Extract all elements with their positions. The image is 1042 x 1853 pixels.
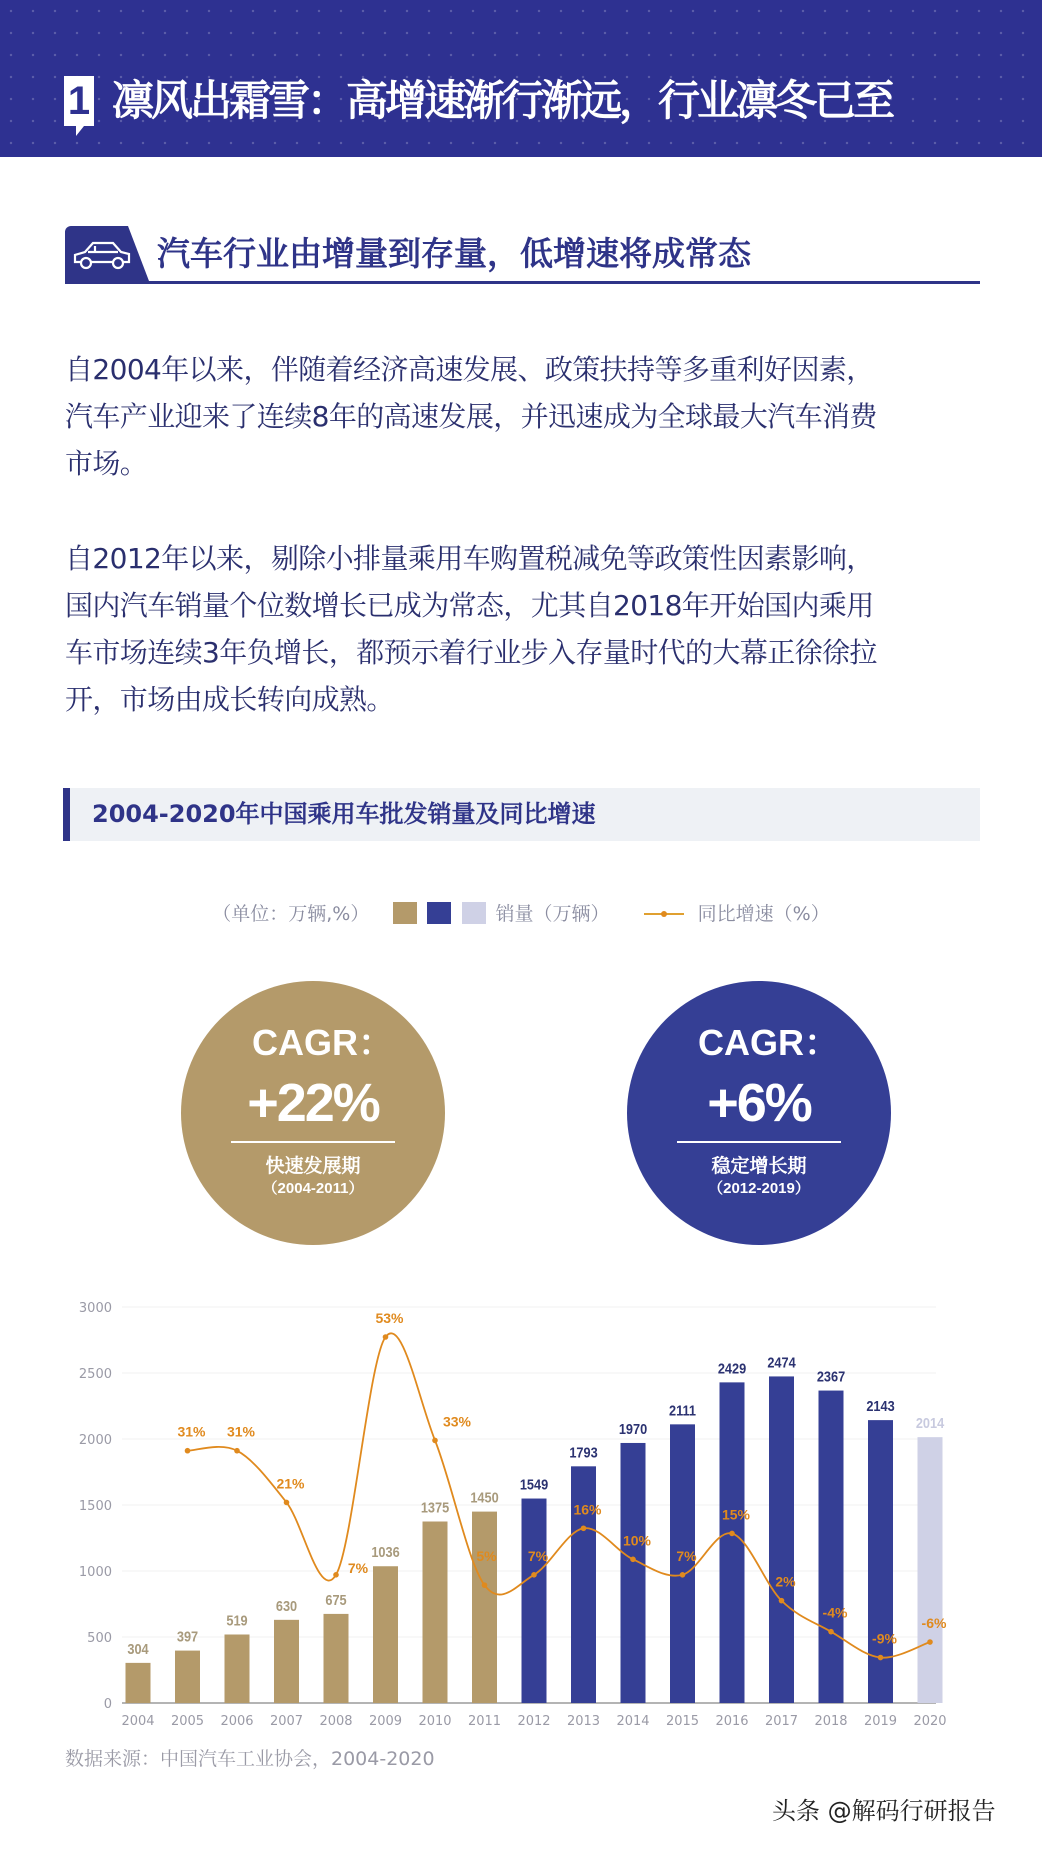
paragraph-2 [65, 535, 995, 723]
x-tick-label: 2012 [517, 1714, 551, 1729]
section-tab [65, 226, 149, 281]
growth-point [779, 1598, 785, 1604]
x-tick-label: 2009 [368, 1714, 403, 1729]
growth-label: 53% [375, 1309, 404, 1326]
section-number: 1 [64, 76, 94, 126]
legend-swatch-light [462, 902, 486, 924]
cagr-label: CAGR： [698, 1022, 840, 1063]
growth-point [927, 1639, 933, 1645]
growth-point [234, 1448, 240, 1454]
bar-2020 [918, 1437, 943, 1703]
growth-label: 7% [527, 1547, 549, 1564]
bar-value-label: 2429 [717, 1359, 747, 1377]
legend-swatch-blue [427, 902, 451, 924]
growth-point [333, 1572, 339, 1578]
bar-2011 [472, 1512, 497, 1703]
y-tick-label: 1000 [78, 1565, 112, 1580]
section-heading [65, 226, 980, 284]
growth-point [630, 1557, 636, 1563]
cagr-period: 稳定增长期 [711, 1155, 807, 1177]
x-tick-label: 2008 [319, 1714, 353, 1729]
bar-value-label: 2474 [767, 1353, 796, 1371]
bar-2008 [324, 1614, 349, 1703]
cagr-years: （2004-2011） [262, 1180, 364, 1197]
bar-2009 [373, 1566, 398, 1703]
text-line: 车市场连续3年负增长，都预示着行业步入存量时代的大幕正徐徐拉 [65, 636, 877, 669]
cagr-label: CAGR： [252, 1022, 394, 1063]
y-tick-label: 2500 [78, 1367, 112, 1382]
chart-title-bar [63, 788, 980, 841]
x-tick-label: 2006 [220, 1714, 254, 1729]
growth-point [482, 1582, 488, 1588]
cagr-badge-fast-growth [181, 981, 445, 1245]
x-tick-label: 2013 [566, 1714, 601, 1729]
growth-label: 15% [721, 1506, 751, 1523]
x-tick-label: 2011 [467, 1714, 502, 1729]
growth-label: -6% [921, 1615, 947, 1632]
bar-2007 [274, 1620, 299, 1703]
bar-value-label: 675 [325, 1590, 347, 1609]
cagr-period: 快速发展期 [265, 1155, 361, 1177]
y-tick-label: 500 [87, 1631, 112, 1646]
bar-2010 [423, 1522, 448, 1704]
growth-point [531, 1572, 537, 1578]
cagr-years: （2012-2019） [708, 1180, 810, 1197]
x-tick-label: 2015 [665, 1714, 700, 1729]
growth-point [284, 1500, 290, 1506]
bar-value-label: 1793 [569, 1443, 598, 1461]
text-line: 自2004年以来，伴随着经济高速发展、政策扶持等多重利好因素， [65, 353, 874, 386]
bar-value-label: 2111 [669, 1401, 696, 1419]
legend-line-icon [644, 913, 684, 915]
bar-2016 [720, 1382, 745, 1703]
text-line: 市场。 [65, 447, 148, 480]
chart-title: 2004-2020年中国乘用车批发销量及同比增速 [92, 800, 596, 828]
bar-value-label: 1970 [618, 1419, 648, 1438]
bar-value-label: 2143 [866, 1397, 895, 1415]
bar-2012 [522, 1499, 547, 1703]
bar-2004 [126, 1663, 151, 1703]
bar-value-label: 2014 [915, 1414, 945, 1432]
y-tick-label: 3000 [78, 1301, 112, 1316]
growth-point [581, 1525, 587, 1531]
text-line: 国内汽车销量个位数增长已成为常态，尤其自2018年开始国内乘用 [65, 589, 874, 622]
growth-label: -9% [872, 1630, 897, 1647]
bar-value-label: 1549 [519, 1475, 549, 1493]
bar-2005 [175, 1651, 200, 1703]
x-tick-label: 2019 [863, 1714, 898, 1729]
legend-unit: （单位：万辆,%） [212, 903, 370, 925]
section-title: 汽车行业由增量到存量，低增速将成常态 [157, 234, 751, 273]
legend-swatch-gold [393, 902, 417, 924]
x-tick-label: 2016 [715, 1714, 749, 1729]
bar-value-label: 304 [127, 1639, 149, 1658]
x-tick-label: 2020 [913, 1714, 947, 1729]
bar-2006 [225, 1634, 250, 1703]
y-tick-label: 0 [103, 1697, 112, 1712]
y-tick-label: 1500 [78, 1499, 112, 1514]
page-title: 凛风出霜雪：高增速渐行渐远，行业凛冬已至 [112, 76, 893, 125]
car-icon [71, 238, 133, 272]
x-tick-label: 2017 [764, 1714, 799, 1729]
watermark: 头条 @解码行研报告 [772, 1797, 996, 1825]
y-tick-label: 2000 [78, 1433, 112, 1448]
divider [231, 1141, 395, 1143]
growth-point [185, 1448, 191, 1454]
growth-point [383, 1334, 389, 1340]
legend-bar-label: 销量（万辆） [495, 903, 610, 925]
growth-point [878, 1655, 884, 1661]
growth-point [828, 1629, 834, 1635]
growth-label: 16% [573, 1501, 602, 1518]
bar-value-label: 519 [226, 1611, 248, 1629]
x-tick-label: 2018 [814, 1714, 848, 1729]
growth-label: 33% [442, 1413, 472, 1430]
text-line: 汽车产业迎来了连续8年的高速发展，并迅速成为全球最大汽车消费 [65, 400, 877, 433]
growth-point [432, 1438, 438, 1444]
x-tick-label: 2010 [418, 1714, 452, 1729]
bar-2014 [621, 1443, 646, 1703]
bar-value-label: 1450 [470, 1488, 499, 1506]
cagr-value: +6% [707, 1073, 811, 1133]
x-tick-label: 2007 [269, 1714, 304, 1729]
sales-growth-chart [0, 1280, 1042, 1740]
growth-label: 21% [276, 1475, 305, 1492]
header-banner [0, 0, 1042, 157]
growth-label: 10% [622, 1532, 652, 1549]
growth-label: 7% [347, 1559, 369, 1576]
bar-value-label: 2367 [816, 1367, 846, 1385]
legend-line-label: 同比增速（%） [697, 903, 830, 925]
growth-label: 31% [177, 1423, 206, 1440]
chart-legend [0, 900, 1042, 928]
text-line: 自2012年以来，剔除小排量乘用车购置税减免等政策性因素影响， [65, 542, 874, 575]
bar-2018 [819, 1391, 844, 1703]
x-tick-label: 2005 [170, 1714, 205, 1729]
x-tick-label: 2014 [616, 1714, 650, 1729]
data-source: 数据来源：中国汽车工业协会，2004-2020 [65, 1748, 435, 1770]
growth-point [680, 1572, 686, 1578]
x-tick-label: 2004 [121, 1714, 155, 1729]
cagr-badge-stable-growth [627, 981, 891, 1245]
cagr-value: +22% [247, 1073, 379, 1133]
growth-label: -4% [822, 1604, 848, 1621]
growth-label: 31% [226, 1423, 256, 1440]
bar-2017 [769, 1376, 794, 1703]
bar-value-label: 397 [176, 1627, 199, 1645]
growth-label: 2% [775, 1573, 796, 1590]
growth-label: 7% [676, 1547, 697, 1564]
bar-value-label: 1375 [420, 1498, 450, 1516]
bar-value-label: 630 [275, 1596, 298, 1615]
paragraph-1 [65, 346, 995, 487]
growth-point [729, 1531, 735, 1537]
bar-value-label: 1036 [371, 1543, 400, 1561]
bar-2019 [868, 1420, 893, 1703]
text-line: 开，市场由成长转向成熟。 [65, 683, 394, 716]
divider [677, 1141, 841, 1143]
growth-label: 5% [476, 1548, 497, 1565]
